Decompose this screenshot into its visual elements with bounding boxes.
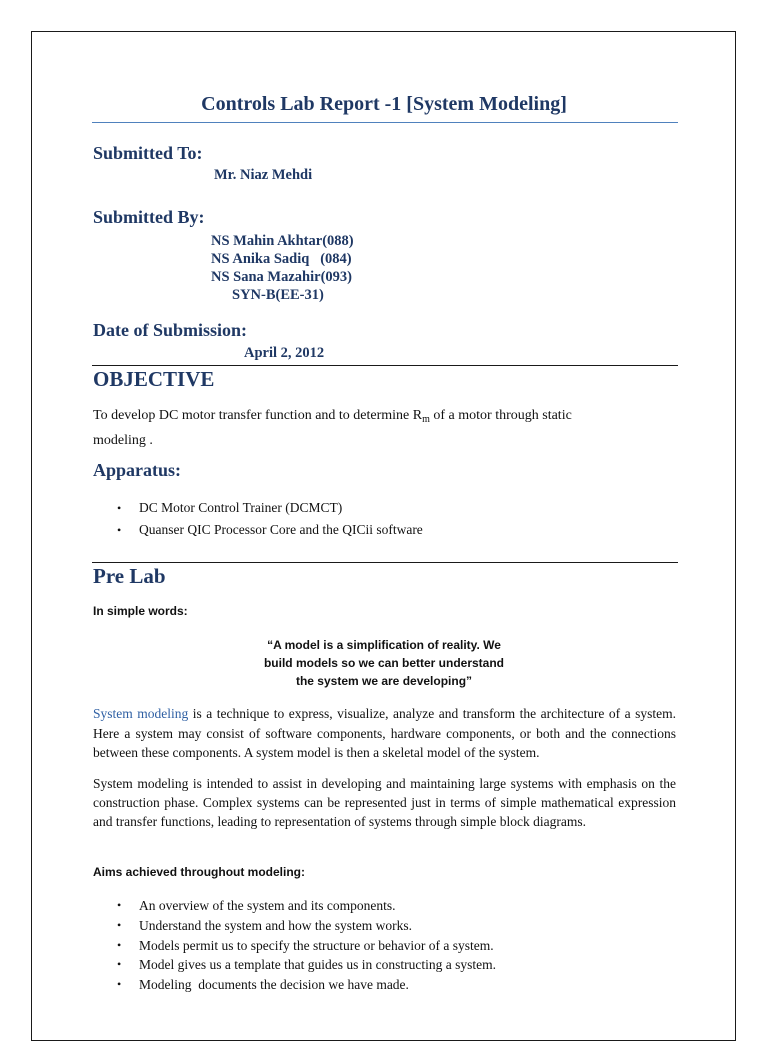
paragraph-text: is a technique to express, visualize, analyze and transform the architecture of a system. Here a system may consist of software components, hardware components, or both and the connections between these components. A system model is then a skeletal model of the system. — [93, 706, 677, 760]
list-item — [92, 916, 682, 936]
system-modeling-term: System modeling — [93, 706, 189, 721]
submitter-name: NS Sana Mazahir(093) — [211, 269, 352, 285]
aim-item: Understand the system and how the system works. — [139, 917, 412, 933]
report-title: Controls Lab Report -1 [System Modeling] — [201, 93, 567, 115]
objective-text — [93, 405, 679, 451]
list-item — [92, 519, 682, 541]
objective-heading: OBJECTIVE — [93, 367, 215, 391]
bullet-icon: • — [117, 917, 122, 932]
subscript-m: m — [422, 414, 430, 425]
objective-text-line2: modeling . — [93, 433, 153, 448]
prelab-paragraph-2: System modeling is intended to assist in developing and maintaining large systems with emphasis on the construction phase. Complex systems can be represented just in terms of simple mathematical expression and transfer functions, leading to representation of systems through simple block diagrams. — [93, 776, 676, 829]
objective-text-part2: of a motor through static — [429, 408, 572, 423]
bullet-icon: • — [117, 501, 122, 515]
submitted-to-heading: Submitted To: — [93, 143, 203, 163]
prelab-paragraph-1 — [93, 704, 676, 763]
objective-text-part1: To develop DC motor transfer function and to determine R — [93, 408, 423, 423]
list-item — [92, 975, 682, 995]
list-item — [92, 936, 682, 956]
bullet-icon: • — [117, 937, 122, 952]
bullet-icon: • — [117, 523, 122, 537]
prelab-intro: In simple words: — [93, 604, 188, 618]
submitter-name: NS Mahin Akhtar(088) — [211, 233, 354, 249]
section-divider — [92, 365, 678, 366]
bullet-icon: • — [117, 957, 122, 972]
submitted-by-heading: Submitted By: — [93, 207, 205, 227]
list-item — [92, 896, 682, 916]
section-divider — [92, 562, 678, 563]
apparatus-heading: Apparatus: — [93, 460, 182, 480]
aim-item: Models permit us to specify the structure or behavior of a system. — [139, 937, 494, 953]
quote-line: build models so we can better understand — [263, 656, 505, 670]
quote-line: “A model is a simplification of reality. We — [267, 638, 501, 652]
bullet-icon: • — [117, 977, 122, 992]
apparatus-list — [92, 497, 682, 541]
section-name: SYN-B(EE-31) — [232, 287, 324, 303]
submitter-name: NS Anika Sadiq (084) — [211, 251, 352, 267]
aims-heading: Aims achieved throughout modeling: — [93, 865, 306, 879]
date-value: April 2, 2012 — [244, 345, 325, 361]
list-item — [92, 497, 682, 519]
apparatus-item: Quanser QIC Processor Core and the QICii software — [139, 522, 423, 537]
bullet-icon: • — [117, 898, 122, 912]
aims-list — [92, 896, 682, 995]
list-item — [92, 955, 682, 975]
apparatus-item: DC Motor Control Trainer (DCMCT) — [139, 500, 343, 515]
prelab-heading: Pre Lab — [93, 564, 166, 588]
quote-line: the system we are developing” — [295, 674, 473, 688]
title-underline — [92, 122, 678, 123]
aim-item: Modeling documents the decision we have made. — [139, 977, 409, 993]
submitted-to-name: Mr. Niaz Mehdi — [214, 167, 313, 183]
aim-item: An overview of the system and its components. — [139, 898, 396, 913]
aim-item: Model gives us a template that guides us in constructing a system. — [139, 957, 496, 973]
date-heading: Date of Submission: — [93, 320, 248, 340]
quote-block — [234, 636, 534, 690]
